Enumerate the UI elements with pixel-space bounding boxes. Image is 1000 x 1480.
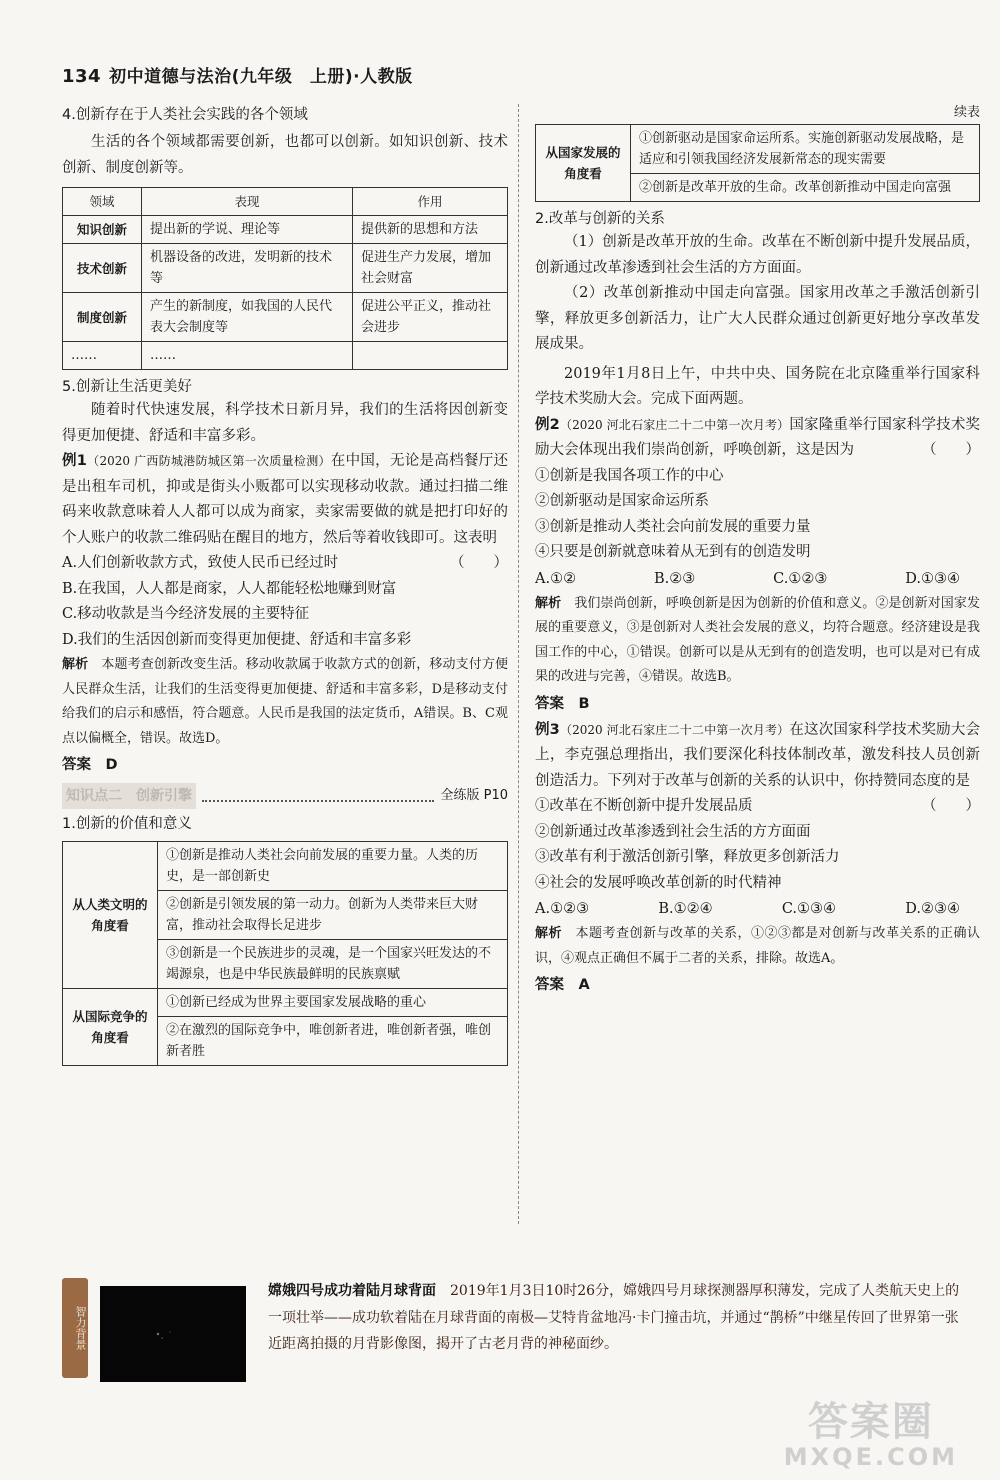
table-row: [63, 342, 508, 370]
answer-label: 答案: [535, 695, 564, 712]
analysis: [535, 922, 980, 971]
statement: ③创新是推动人类社会向前发展的重要力量: [535, 518, 811, 535]
table-cell: 知识创新: [63, 216, 142, 244]
table-cell: 制度创新: [63, 293, 142, 342]
table-header: 作用: [352, 188, 507, 216]
table-cell: ②创新是引领发展的第一动力。创新为人类带来巨大财富，推动社会取得长足进步: [158, 891, 508, 940]
answer-label: 答案: [535, 977, 564, 993]
table-header: 领域: [63, 188, 142, 216]
table-row: [63, 216, 508, 244]
section-5-text: 随着时代快速发展，科学技术日新月异，我们的生活将因创新变得更加便捷、舒适和丰富多彩。: [62, 402, 508, 444]
option: A.①②: [535, 570, 577, 587]
option: B.②③: [654, 570, 696, 587]
section-4-text: 生活的各个领域都需要创新，也都可以创新。如知识创新、技术创新、制度创新等。: [62, 134, 508, 176]
book-title: 初中道德与法治(九年级 上册)·人教版: [109, 67, 413, 87]
table-row: [63, 244, 508, 293]
table-cell: 促进生产力发展，增加社会财富: [352, 244, 507, 293]
answer-value: B: [578, 695, 590, 712]
option: B.①②④: [658, 901, 713, 917]
answer-paren: （ ）: [922, 798, 980, 814]
answer-value: D: [105, 757, 118, 773]
example-source: （2020 河北石家庄二十二中第一次月考）: [559, 722, 790, 737]
option: B.在我国，人人都是商家，人人都能轻松地赚到财富: [62, 580, 397, 597]
value-table: [62, 841, 508, 1066]
answer-value: A: [578, 977, 590, 993]
statement: ②创新通过改革渗透到社会生活的方方面面: [535, 823, 811, 840]
statement: ①改革在不断创新中提升发展品质: [535, 798, 753, 814]
dotted-leader: [202, 790, 434, 802]
value-section-title: 1.创新的价值和意义: [62, 816, 192, 832]
page-header: [62, 62, 413, 87]
statement: ④社会的发展呼唤改革创新的时代精神: [535, 874, 782, 891]
background-body: 2019年1月3日10时26分，嫦娥四号月球探测器厚积薄发，完成了人类航天史上的一项壮举——成功软着陆在月球背面的南极—艾特肯盆地冯·卡门撞击坑，并通过“鹊桥”中继星传回了世界第一张近距离拍摄的月背影像图，揭开了古老月背的神秘面纱。: [268, 1283, 960, 1352]
table-cell: ①创新是推动人类社会向前发展的重要力量。人类的历史，是一部创新史: [158, 842, 508, 891]
table-cell: 从国际竞争的角度看: [63, 989, 158, 1066]
knowledge-point-title: 知识点二 创新引擎: [62, 783, 196, 809]
table-row: [536, 125, 980, 174]
statement: ①创新是我国各项工作的中心: [535, 467, 724, 484]
table-cell: ②在激烈的国际竞争中，唯创新者进，唯创新者强，唯创新者胜: [158, 1017, 508, 1066]
answer-paren: （ ）: [450, 555, 508, 571]
table-cell: [352, 342, 507, 370]
example-source: （2020 广西防城港防城区第一次质量检测）: [86, 454, 331, 468]
national-development-table: [535, 124, 980, 202]
table-cell: 机器设备的改进，发明新的技术等: [142, 244, 353, 293]
analysis-label: 解析: [535, 926, 562, 941]
example-label: 例3: [535, 721, 560, 738]
table-cell: ……: [142, 342, 353, 370]
continued-label: 续表: [953, 105, 980, 120]
statement: ③改革有利于激活创新引擎，释放更多创新活力: [535, 849, 840, 865]
table-row: [63, 842, 508, 891]
moon-photo: [100, 1286, 246, 1382]
example-stem: 国家隆重举行国家科学技术奖励大会体现出我们崇尚创新，呼唤创新，这是因为: [535, 416, 981, 458]
analysis-label: 解析: [535, 595, 562, 611]
table-cell: 产生的新制度，如我国的人民代表大会制度等: [142, 293, 353, 342]
analysis: [535, 592, 980, 690]
example-2: [535, 413, 980, 464]
statement: ④只要是创新就意味着从无到有的创造发明: [535, 544, 811, 560]
section-5-title: 5.创新让生活更美好: [62, 379, 192, 395]
column-divider: [518, 104, 519, 1224]
exercise-intro: 2019年1月8日上午，中共中央、国务院在北京隆重举行国家科学技术奖励大会。完成下面两题。: [535, 365, 980, 407]
section-4-title: 4.创新存在于人类社会实践的各个领域: [62, 107, 308, 123]
section-2-title: 2.改革与创新的关系: [535, 211, 665, 227]
table-cell: 从国家发展的角度看: [536, 125, 631, 202]
table-row: [63, 989, 508, 1017]
table-cell: 提供新的思想和方法: [352, 216, 507, 244]
right-column: [535, 104, 980, 999]
knowledge-point-ref: 全练版 P10: [440, 788, 508, 803]
page-number: 134: [62, 66, 102, 87]
table-cell: 提出新的学说、理论等: [142, 216, 353, 244]
knowledge-point-bar: [62, 783, 508, 809]
option: C.①②③: [773, 570, 828, 587]
example-label: 例1: [62, 453, 87, 469]
analysis: [62, 653, 508, 751]
option: D.②③④: [905, 901, 960, 917]
table-cell: ③创新是一个民族进步的灵魂，是一个国家兴旺发达的不竭源泉，也是中华民族最鲜明的民族禀赋: [158, 940, 508, 989]
answer-label: 答案: [62, 757, 91, 773]
example-stem: 在这次国家科学技术奖励大会上，李克强总理指出，我们要深化科技体制改革，激发科技人员创新创造活力。下列对于改革与创新的关系的认识中，你持赞同态度的是: [535, 721, 981, 789]
left-column: [62, 104, 508, 1066]
table-cell: ②创新是改革开放的生命。改革创新推动中国走向富强: [631, 174, 980, 202]
table-cell: 促进公平正义，推动社会进步: [352, 293, 507, 342]
option: C.移动收款是当今经济发展的主要特征: [62, 606, 310, 622]
table-row: [63, 293, 508, 342]
moon-surface-image: [100, 1286, 246, 1382]
analysis-text: 我们崇尚创新，呼唤创新是因为创新的价值和意义。②是创新对国家发展的重要意义，③是创新对人类社会发展的意义，均符合题意。经济建设是我国工作的中心，①错误。创新可以是从无到有的创造发明，也可以是对已有成果的改进与完善，④错误。故选B。: [535, 595, 980, 684]
table-cell: ①创新已经成为世界主要国家发展战略的重心: [158, 989, 508, 1017]
options-row: [535, 566, 980, 592]
answer-paren: （ ）: [922, 442, 980, 458]
statement: ②创新驱动是国家命运所系: [535, 493, 709, 509]
option: D.我们的生活因创新而变得更加便捷、舒适和丰富多彩: [62, 631, 412, 648]
options-row: [535, 896, 980, 922]
example-source: （2020 河北石家庄二十二中第一次月考）: [559, 417, 790, 432]
option: A.人们创新收款方式，致使人民币已经过时: [62, 555, 339, 571]
option: A.①②③: [535, 901, 590, 917]
watermark: [784, 1400, 958, 1470]
watermark-url: MXQE.COM: [783, 1443, 958, 1471]
answer: [62, 751, 508, 779]
analysis-label: 解析: [62, 657, 89, 672]
watermark-logo-text: 答案圈: [807, 1399, 934, 1445]
table-cell: ①创新驱动是国家命运所系。实施创新驱动发展战略，是适应和引领我国经济发展新常态的现实需要: [631, 125, 980, 174]
table-cell: 从人类文明的角度看: [63, 842, 158, 989]
example-label: 例2: [535, 416, 560, 433]
section-2-paragraph: （2）改革创新推动中国走向富强。国家用改革之手激活创新引擎，释放更多创新活力，让广大人民群众通过创新更好地分享改革发展成果。: [535, 285, 980, 352]
table-cell: 技术创新: [63, 244, 142, 293]
background-text: [268, 1278, 960, 1358]
option: D.①③④: [905, 570, 960, 587]
background-title: 嫦娥四号成功着陆月球背面: [268, 1283, 436, 1299]
answer: [535, 971, 980, 999]
option: C.①③④: [781, 901, 837, 917]
answer: [535, 690, 980, 718]
background-banner: 智力背景: [62, 1278, 88, 1378]
table-header: 表现: [142, 188, 353, 216]
analysis-text: 本题考查创新改变生活。移动收款属于收款方式的创新，移动支付方便人民群众生活，让我们的生活变得更加便捷、舒适和丰富多彩，D是移动支付给我们的启示和感悟，符合题意。人民币是我国的法定货币，A错误。B、C观点以偏概全，错误。故选D。: [62, 657, 508, 746]
innovation-fields-table: [62, 187, 508, 370]
analysis-text: 本题考查创新与改革的关系，①②③都是对创新与改革关系的正确认识，④观点正确但不属于二者的关系，排除。故选A。: [535, 926, 980, 966]
table-cell: ……: [63, 342, 142, 370]
section-2-paragraph: （1）创新是改革开放的生命。改革在不断创新中提升发展品质，创新通过改革渗透到社会生活的方方面面。: [535, 234, 980, 276]
example-stem: 在中国，无论是高档餐厅还是出租车司机，抑或是街头小贩都可以实现移动收款。通过扫描二维码来收款意味着人人都可以成为商家，卖家需要做的就是把打印好的个人账户的收款二维码贴在醒目的地方，然后等着收钱即可。这表明: [62, 453, 509, 546]
